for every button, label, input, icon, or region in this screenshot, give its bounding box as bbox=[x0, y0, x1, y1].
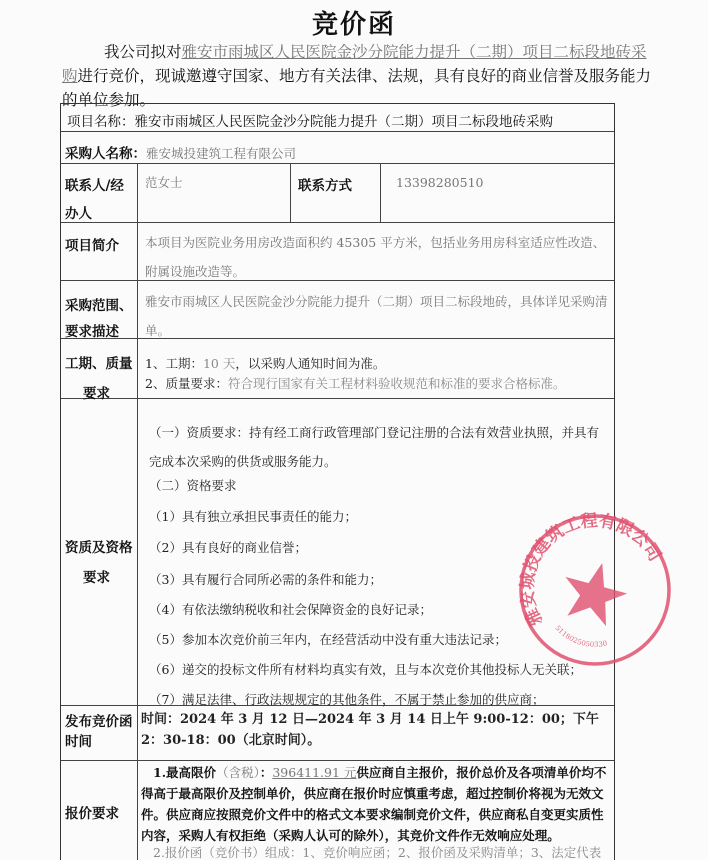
quote-1 bbox=[141, 762, 613, 846]
intro-paragraph bbox=[62, 40, 662, 112]
contact-label-cont: 办人 bbox=[65, 206, 92, 222]
contact-label: 联系人/经 bbox=[65, 178, 124, 194]
quote-1-tax: （含税） bbox=[216, 765, 260, 780]
company-seal bbox=[515, 510, 675, 670]
buyer-value: 雅安城投建筑工程有限公司 bbox=[146, 146, 297, 161]
project-name-value: 雅安市雨城区人民医院金沙分院能力提升（二期）项目二标段地砖采购 bbox=[134, 114, 553, 130]
scope-label: 采购范围、 bbox=[65, 298, 133, 314]
summary-value: 本项目为医院业务用房改造面积约 45305 平方米，包括业务用房科室适应性改造、附属设施改造等。 bbox=[145, 235, 606, 279]
intro-suffix: 进行竞价，现诚邀遵守国家、地方有关法律、法规，具有良好的商业信誉及服务能力的单位参加。 bbox=[62, 67, 652, 109]
qual-item: （5）参加本次竞价前三年内，在经营活动中没有重大违法记录； bbox=[149, 632, 507, 647]
quote-1-prefix: 1.最高限价 bbox=[153, 765, 217, 780]
max-price-value: 396411.91 元 bbox=[272, 765, 357, 780]
qual-item: （3）具有履行合同所必需的条件和能力； bbox=[149, 572, 382, 587]
buyer-label: 采购人名称： bbox=[65, 146, 146, 162]
svg-text:雅安城投建筑工程有限公司: 雅安城投建筑工程有限公司 bbox=[517, 510, 665, 629]
period-label-cont: 要求 bbox=[83, 386, 110, 402]
quote-1-colon: ： bbox=[259, 765, 273, 780]
time-label-cont: 时间 bbox=[65, 734, 92, 750]
phone-label: 联系方式 bbox=[298, 178, 352, 194]
period-label: 工期、质量 bbox=[65, 356, 133, 372]
qual-label-cont: 要求 bbox=[83, 570, 110, 586]
scope-label-cont: 要求描述 bbox=[65, 324, 119, 340]
qual-label: 资质及资格 bbox=[65, 540, 133, 556]
bid-table bbox=[60, 103, 615, 860]
summary-label: 项目简介 bbox=[65, 238, 119, 254]
intro-prefix: 我公司拟对 bbox=[104, 43, 182, 61]
qual-item: （6）递交的投标文件所有材料均真实有效，且与本次竞价其他投标人无关联； bbox=[149, 662, 582, 677]
quote-label: 报价要求 bbox=[65, 806, 119, 822]
qual-item: （一）资质要求：持有经工商行政管理部门登记注册的合法有效营业执照，并具有完成本次采购的供货或服务能力。 bbox=[149, 425, 600, 469]
svg-text:5118025050330: 5118025050330 bbox=[553, 623, 608, 649]
qual-item: （二）资格要求 bbox=[149, 478, 237, 493]
scope-value: 雅安市雨城区人民医院金沙分院能力提升（二期）项目二标段地砖，具体详见采购清单。 bbox=[145, 294, 608, 338]
project-name-label: 项目名称： bbox=[67, 114, 135, 130]
time-label: 发布竞价函 bbox=[65, 714, 133, 730]
period-1-value: 10 天 bbox=[202, 356, 236, 371]
qual-item: （2）具有良好的商业信誉； bbox=[149, 540, 307, 555]
qual-item: （1）具有独立承担民事责任的能力； bbox=[149, 509, 357, 524]
quote-2-text: 2.报价函（竞价书）组成：1、竞价响应函；2、报价函及采购清单；3、法定代表 bbox=[153, 845, 602, 860]
qual-item: （4）有依法缴纳税收和社会保障资金的良好记录； bbox=[149, 602, 432, 617]
period-1-prefix: 1、工期： bbox=[145, 356, 203, 371]
qual-item: （7）满足法律、行政法规规定的其他条件，不属于禁止参加的供应商； bbox=[149, 692, 545, 707]
phone-value: 13398280510 bbox=[396, 175, 484, 190]
period-1-suffix: ，以采购人通知时间为准。 bbox=[235, 356, 386, 371]
contact-value: 范女士 bbox=[145, 175, 183, 190]
intro-project: 雅安市雨城区人民医院金沙分院能力提升（二期）项目二标段地砖采购 bbox=[62, 43, 647, 85]
time-value: 时间：2024 年 3 月 12 日—2024 年 3 月 14 日上午 9:00-12：00；下午 2：30-18：00（北京时间）。 bbox=[141, 712, 599, 748]
period-2-prefix: 2、质量要求： bbox=[145, 376, 228, 391]
period-2-value: 符合现行国家有关工程材料验收规范和标准的要求合格标准。 bbox=[227, 376, 566, 391]
document-title: 竞价函 bbox=[311, 10, 396, 40]
quote-1-text: 供应商自主报价，报价总价及各项清单价均不得高于最高限价及控制单价，供应商在报价时应慎重考虑，超过控制价将视为无效文件。供应商应按照竞价文件中的格式文本要求编制竞价文件，供应商私自变更实质性内容，采购人有权拒绝（采购人认可的除外），其竞价文件作无效响应处理。 bbox=[141, 765, 607, 843]
